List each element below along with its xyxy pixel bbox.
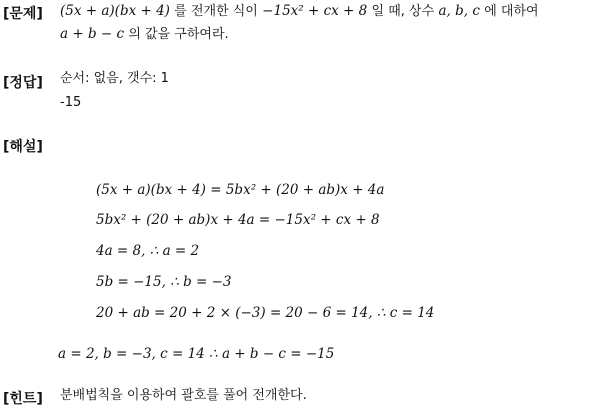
hint-text: 분배법칙을 이용하여 괄호를 풀어 전개한다. (60, 388, 307, 403)
problem-expression: (5x + a)(bx + 4) (60, 3, 170, 19)
explanation-label: [해설] (3, 139, 43, 155)
answer-line-1: 순서: 없음, 갯수: 1 (60, 71, 169, 86)
problem-text-3: 에 대하여 (484, 4, 539, 19)
problem-text-2: 일 때, 상수 (371, 4, 435, 19)
hint-label: [힌트] (3, 391, 43, 407)
explanation-conclusion: a = 2, b = −3, c = 14 ∴ a + b − c = −15 (58, 346, 335, 362)
problem-expression-2: −15x² + cx + 8 (262, 3, 368, 19)
problem-line-1 (60, 2, 539, 21)
answer-value: -15 (60, 95, 82, 110)
problem-variables: a, b, c (438, 3, 480, 19)
explanation-step-1: (5x + a)(bx + 4) = 5bx² + (20 + ab)x + 4a (96, 182, 385, 198)
explanation-step-3: 4a = 8, ∴ a = 2 (96, 243, 200, 259)
problem-line-2 (60, 25, 229, 44)
problem-question-text: 의 값을 구하여라. (128, 27, 229, 42)
problem-text-1: 를 전개한 식이 (174, 4, 258, 19)
problem-target-expression: a + b − c (60, 26, 125, 42)
explanation-step-2: 5bx² + (20 + ab)x + 4a = −15x² + cx + 8 (96, 212, 380, 228)
answer-label: [정답] (3, 75, 43, 91)
problem-label: [문제] (3, 6, 43, 22)
explanation-step-4: 5b = −15, ∴ b = −3 (96, 274, 232, 290)
explanation-step-5: 20 + ab = 20 + 2 × (−3) = 20 − 6 = 14, ∴ c = 14 (96, 305, 435, 321)
